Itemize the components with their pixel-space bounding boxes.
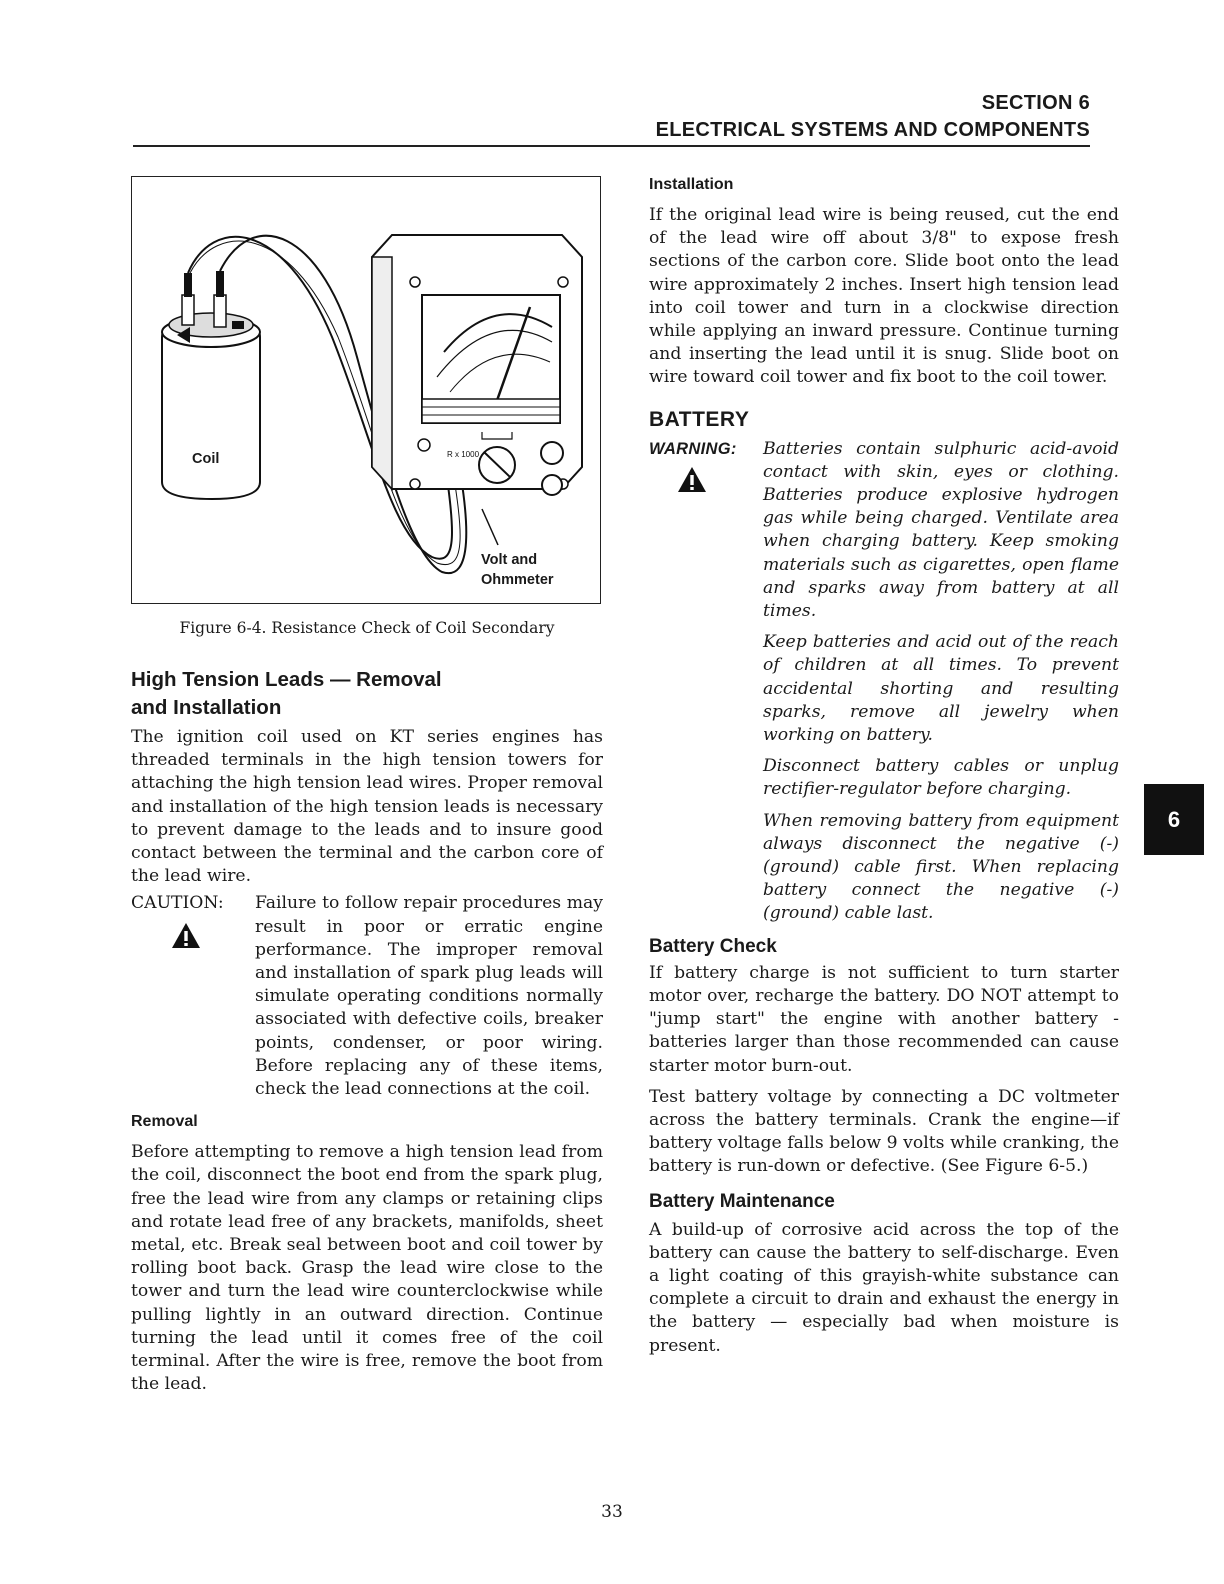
right-column <box>649 174 1119 1358</box>
high-tension-heading-line-2: and Installation <box>131 696 282 719</box>
meter-label-line-1: Volt and <box>481 552 538 568</box>
battery-maintenance-heading: Battery Maintenance <box>649 1190 835 1212</box>
battery-heading: BATTERY <box>649 407 750 431</box>
meter-screw-tl <box>410 277 420 287</box>
battery-warning-icon <box>677 466 707 493</box>
caution-label: CAUTION: <box>131 893 224 914</box>
jack-knob <box>542 475 562 495</box>
meter-label-line-2: Ohmmeter <box>481 572 554 588</box>
warning-label: WARNING: <box>649 439 737 458</box>
meter-screw-tr <box>558 277 568 287</box>
section-header <box>656 90 1090 144</box>
section-tab <box>1144 784 1204 855</box>
installation-heading: Installation <box>649 176 734 193</box>
dial-setting-label: R x 1000 <box>447 450 480 459</box>
probe-right <box>216 271 224 297</box>
page-number: 33 <box>601 1502 623 1522</box>
warning-paragraph-3: Disconnect battery cables or unplug rectifier-regulator before charging. <box>763 756 1119 800</box>
probe-left <box>184 273 192 297</box>
battery-check-heading: Battery Check <box>649 935 777 957</box>
meter-label-leader <box>482 509 498 545</box>
section-title: ELECTRICAL SYSTEMS AND COMPONENTS <box>655 119 1090 141</box>
meter-screw-bl <box>410 479 420 489</box>
section-tab-label: 6 <box>1167 806 1181 832</box>
high-tension-intro: The ignition coil used on KT series engines has threaded terminals in the high tension towers for attaching the high tension lead wires. Proper removal and installation of the high tension leads is necessary to prevent damage to the leads and to insure good contact between the terminal and the carbon core of the lead wire. <box>131 727 603 887</box>
removal-heading: Removal <box>131 1113 198 1131</box>
coil-tower-right <box>214 295 226 327</box>
removal-text: Before attempting to remove a high tension lead from the coil, disconnect the boot end from the spark plug, free the lead wire from any clamps or retaining clips and rotate lead free of any brackets, manifolds, sheet metal, etc. Break seal between boot and coil tower by rolling boot back. Grasp the lead wire close to the tower and turn the lead wire counterclockwise while pulling lightly in an outward direction. Continue turning the lead until it comes free of the coil terminal. After the wire is free, remove the boot from the lead. <box>131 1142 603 1395</box>
caution-warning-icon <box>171 922 201 949</box>
section-number: SECTION 6 <box>981 92 1090 114</box>
coil-tower-left <box>182 295 194 325</box>
warning-paragraph-2: Keep batteries and acid out of the reach of children at all times. To prevent accidental shorting and resulting sparks, remove all jewelry when working on battery. <box>763 632 1119 746</box>
zero-adjust-knob <box>541 442 563 464</box>
high-tension-heading-line-1: High Tension Leads — Removal <box>131 668 442 691</box>
figure-caption: Figure 6-4. Resistance Check of Coil Secondary <box>179 619 555 637</box>
warning-paragraph-4: When removing battery from equipment always disconnect the negative (-) (ground) cable first. When replacing battery connect the negative (-) (ground) cable last. <box>763 810 1119 924</box>
installation-text: If the original lead wire is being reused, cut the end of the lead wire off about 3/8" to expose fresh sections of the carbon core. Slide boot onto the lead wire approximately 2 inches. Insert high tension lead into coil tower and turn in a clockwise direction while applying an inward pressure. Continue turning and inserting the lead until it is snug. Slide boot on wire toward coil tower and fix boot to the coil tower. <box>649 205 1119 388</box>
caution-text: Failure to follow repair procedures may result in poor or erratic engine performance. The improper removal and installation of spark plug leads will simulate operating conditions normally associated with defective coils, breaker points, condenser, or poor wiring. Before replacing any of these items, check the lead connections at the coil. <box>255 893 603 1100</box>
figure-6-4 <box>131 176 601 604</box>
coil-label: Coil <box>192 451 220 467</box>
coil-meter-illustration <box>132 177 602 605</box>
left-column <box>131 176 603 1396</box>
battery-check-text-2: Test battery voltage by connecting a DC voltmeter across the battery terminals. Crank the engine—if battery voltage falls below 9 volts while cranking, the battery is run-down or defective. (See Figure 6-5.) <box>649 1086 1119 1177</box>
header-rule <box>133 145 1090 147</box>
battery-check-text-1: If battery charge is not sufficient to turn starter motor over, recharge the battery. DO NOT attempt to "jump start" the engine with another battery -batteries larger than those recommended can cause starter motor burn-out. <box>649 962 1119 1076</box>
battery-warning-notice <box>649 438 1119 926</box>
battery-maintenance-text: A build-up of corrosive acid across the top of the battery can cause the battery to self-discharge. Even a light coating of this grayish-white substance can complete a circuit to drain and exhaust the energy in the battery — especially bad when moisture is present. <box>649 1219 1119 1356</box>
caution-notice <box>131 892 603 1101</box>
warning-paragraph-1: Batteries contain sulphuric acid-avoid contact with skin, eyes or clothing. Batteries produce explosive hydrogen gas while being charged. Ventilate area when charging battery. Keep smoking materials such as cigarettes, open flame and sparks away from battery at all times. <box>763 438 1119 622</box>
